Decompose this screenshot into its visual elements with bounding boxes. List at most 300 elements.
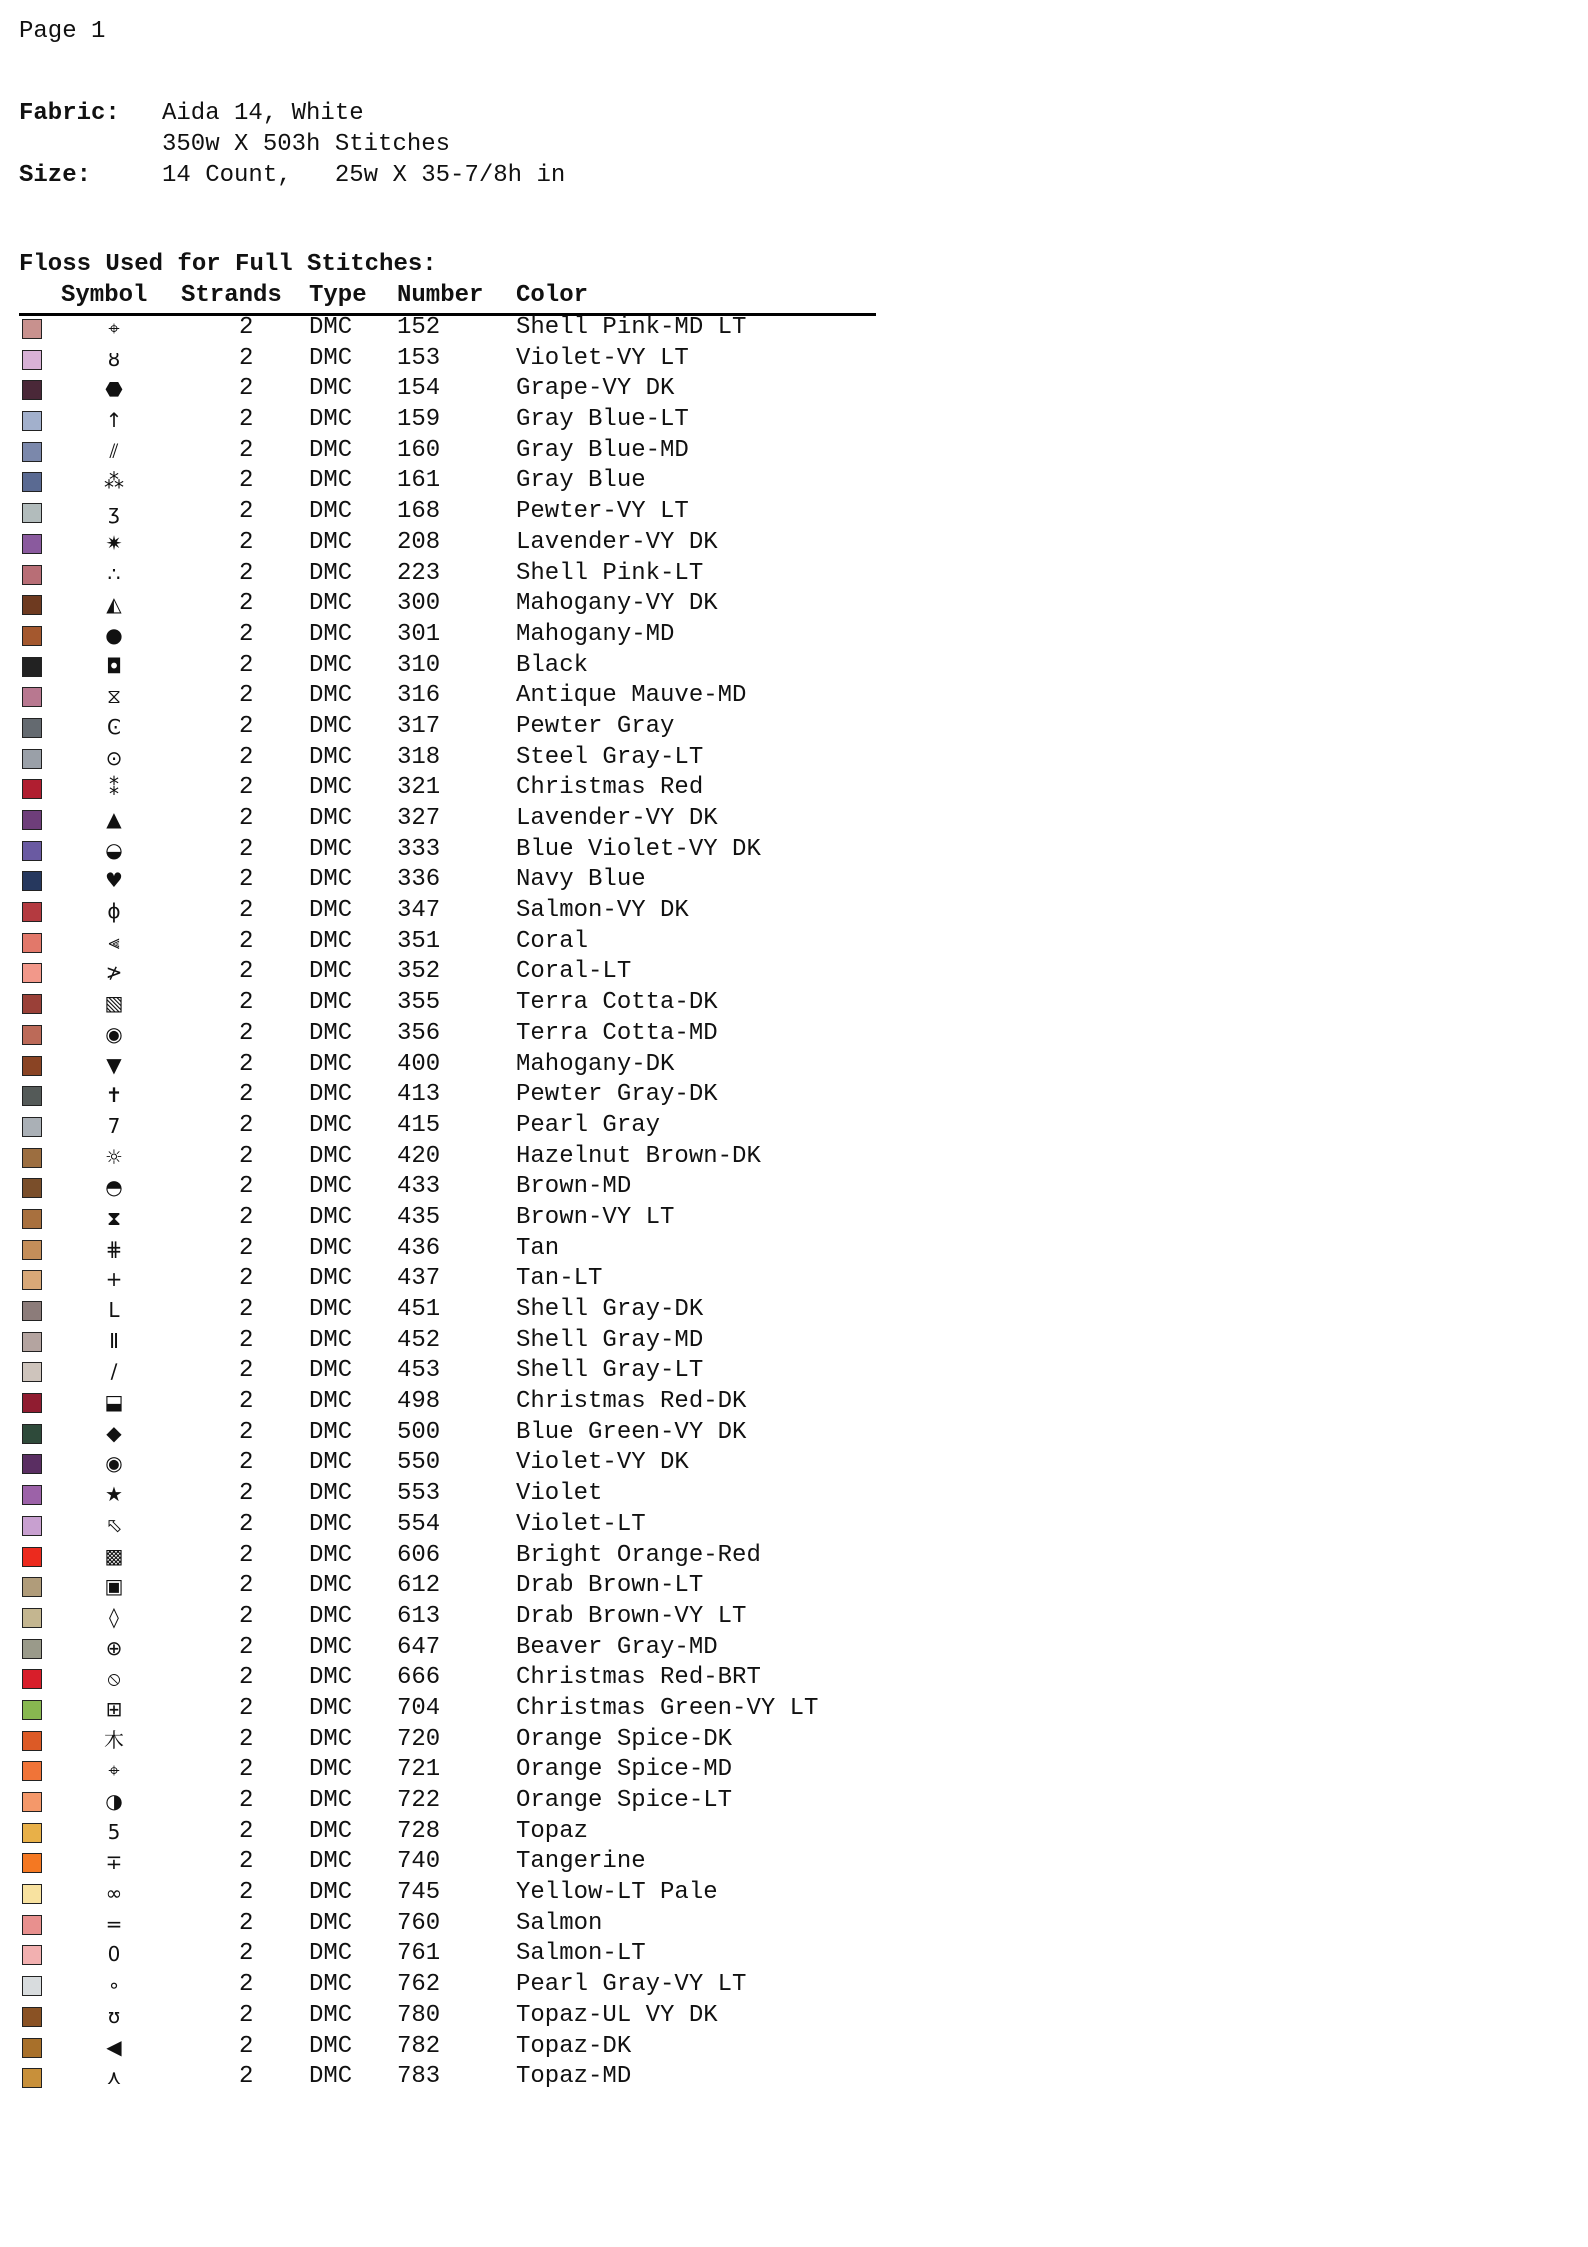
table-row	[19, 466, 919, 497]
color-name-cell: Shell Gray-LT	[516, 1357, 704, 1385]
table-row	[19, 743, 919, 774]
number-cell: 300	[397, 590, 441, 618]
number-cell: 451	[397, 1296, 441, 1323]
color-name-cell: Shell Pink-MD LT	[516, 314, 747, 341]
type-cell: DMC	[309, 1510, 353, 1538]
symbol-glyph: ↑	[105, 408, 123, 433]
color-name-cell: Topaz-MD	[516, 2063, 632, 2091]
type-cell: DMC	[309, 1142, 353, 1170]
color-swatch	[22, 687, 42, 707]
symbol-glyph: ⧖	[106, 684, 122, 709]
color-swatch	[22, 1301, 42, 1321]
number-cell: 223	[397, 559, 441, 587]
table-row	[19, 1479, 919, 1510]
number-cell: 606	[397, 1541, 441, 1569]
strands-cell: 2	[239, 1756, 254, 1784]
color-swatch	[22, 1700, 42, 1720]
header-number: Number	[397, 282, 484, 309]
color-name-cell: Bright Orange-Red	[516, 1541, 761, 1569]
strands-cell: 2	[239, 1203, 254, 1231]
color-swatch	[22, 1393, 42, 1413]
symbol-glyph: ⫽	[109, 438, 119, 463]
table-row	[19, 1571, 919, 1602]
color-name-cell: Tan	[516, 1234, 560, 1262]
color-swatch	[22, 350, 42, 370]
type-cell: DMC	[309, 989, 353, 1017]
type-cell: DMC	[309, 1203, 353, 1231]
symbol-glyph: ⬁	[105, 1512, 123, 1537]
type-cell: DMC	[309, 927, 353, 955]
color-swatch	[22, 1209, 42, 1229]
number-cell: 321	[397, 774, 441, 802]
symbol-glyph: ⌖	[108, 316, 120, 340]
number-cell: 783	[397, 2063, 441, 2091]
strands-cell: 2	[239, 1909, 254, 1937]
color-name-cell: Pearl Gray	[516, 1111, 661, 1139]
symbol-glyph: 5	[107, 1819, 121, 1844]
table-row	[19, 1356, 919, 1387]
type-cell: DMC	[309, 498, 353, 526]
color-swatch	[22, 994, 42, 1014]
table-row	[19, 436, 919, 467]
type-cell: DMC	[309, 467, 353, 495]
number-cell: 720	[397, 1725, 441, 1753]
header-type: Type	[309, 282, 367, 309]
table-row	[19, 1203, 919, 1234]
color-swatch	[22, 1976, 42, 1996]
number-cell: 436	[397, 1234, 441, 1262]
strands-cell: 2	[239, 344, 254, 372]
strands-cell: 2	[239, 1787, 254, 1814]
table-row	[19, 712, 919, 743]
color-name-cell: Violet-VY DK	[516, 1449, 689, 1477]
color-name-cell: Shell Gray-MD	[516, 1326, 704, 1354]
color-name-cell: Drab Brown-LT	[516, 1572, 704, 1600]
type-cell: DMC	[309, 1694, 353, 1722]
strands-cell: 2	[239, 897, 254, 925]
table-row	[19, 773, 919, 804]
type-cell: DMC	[309, 2032, 353, 2060]
color-swatch	[22, 1117, 42, 1137]
color-name-cell: Shell Gray-DK	[516, 1296, 704, 1323]
table-row	[19, 681, 919, 712]
symbol-glyph: ◉	[105, 1021, 123, 1046]
color-swatch	[22, 411, 42, 431]
color-swatch	[22, 595, 42, 615]
table-row	[19, 1878, 919, 1909]
number-cell: 452	[397, 1326, 441, 1354]
strands-cell: 2	[239, 1296, 254, 1323]
color-name-cell: Mahogany-DK	[516, 1050, 675, 1078]
symbol-glyph: ⫷	[108, 929, 120, 954]
color-swatch	[22, 534, 42, 554]
strands-cell: 2	[239, 1142, 254, 1170]
color-name-cell: Yellow-LT Pale	[516, 1879, 718, 1907]
color-name-cell: Navy Blue	[516, 866, 646, 894]
color-swatch	[22, 1270, 42, 1290]
number-cell: 159	[397, 406, 441, 434]
color-name-cell: Salmon-VY DK	[516, 897, 689, 925]
type-cell: DMC	[309, 805, 353, 832]
number-cell: 352	[397, 958, 441, 986]
symbol-glyph: ⬓	[104, 1390, 124, 1415]
color-name-cell: Salmon-LT	[516, 1940, 646, 1968]
number-cell: 355	[397, 989, 441, 1017]
fabric-value: Aida 14, White	[162, 100, 364, 127]
type-cell: DMC	[309, 1173, 353, 1201]
table-row	[19, 1448, 919, 1479]
number-cell: 413	[397, 1081, 441, 1109]
color-name-cell: Salmon	[516, 1909, 603, 1937]
strands-cell: 2	[239, 1879, 254, 1907]
symbol-glyph: ◉	[105, 1451, 123, 1476]
table-row	[19, 1909, 919, 1940]
type-cell: DMC	[309, 1664, 353, 1692]
number-cell: 420	[397, 1142, 441, 1170]
table-row	[19, 1295, 919, 1326]
table-row	[19, 896, 919, 927]
color-swatch	[22, 1424, 42, 1444]
type-cell: DMC	[309, 2063, 353, 2091]
color-name-cell: Steel Gray-LT	[516, 743, 704, 771]
color-name-cell: Shell Pink-LT	[516, 559, 704, 587]
color-name-cell: Tan-LT	[516, 1265, 603, 1293]
table-row	[19, 528, 919, 559]
table-row	[19, 1817, 919, 1848]
type-cell: DMC	[309, 314, 353, 341]
symbol-glyph: L	[108, 1298, 120, 1322]
table-row	[19, 1786, 919, 1817]
color-name-cell: Blue Violet-VY DK	[516, 835, 761, 863]
table-row	[19, 313, 919, 344]
symbol-glyph: ▧	[104, 991, 124, 1016]
number-cell: 317	[397, 712, 441, 740]
symbol-glyph: ∘	[107, 1973, 121, 1998]
table-row	[19, 589, 919, 620]
strands-cell: 2	[239, 805, 254, 832]
strands-cell: 2	[239, 1572, 254, 1600]
type-cell: DMC	[309, 1817, 353, 1845]
strands-cell: 2	[239, 712, 254, 740]
type-cell: DMC	[309, 651, 353, 679]
table-row	[19, 1172, 919, 1203]
table-row	[19, 957, 919, 988]
number-cell: 415	[397, 1111, 441, 1139]
strands-cell: 2	[239, 590, 254, 618]
color-name-cell: Orange Spice-MD	[516, 1756, 733, 1784]
strands-cell: 2	[239, 1602, 254, 1630]
symbol-glyph: ◭	[106, 592, 122, 617]
color-swatch	[22, 1362, 42, 1382]
symbol-glyph: ⊕	[105, 1635, 123, 1660]
header-symbol: Symbol	[61, 282, 148, 309]
symbol-glyph: ⦸	[107, 1666, 121, 1691]
strands-cell: 2	[239, 1664, 254, 1692]
strands-cell: 2	[239, 467, 254, 495]
strands-cell: 2	[239, 406, 254, 434]
table-row	[19, 1387, 919, 1418]
number-cell: 745	[397, 1879, 441, 1907]
type-cell: DMC	[309, 1388, 353, 1416]
symbol-glyph: ▩	[104, 1543, 124, 1568]
size-value: 14 Count, 25w X 35-7/8h in	[162, 162, 566, 189]
number-cell: 613	[397, 1602, 441, 1630]
type-cell: DMC	[309, 620, 353, 648]
color-swatch	[22, 1178, 42, 1198]
color-swatch	[22, 841, 42, 861]
symbol-glyph: ▼	[106, 1052, 122, 1077]
color-name-cell: Beaver Gray-MD	[516, 1633, 718, 1661]
strands-cell: 2	[239, 1326, 254, 1354]
strands-cell: 2	[239, 528, 254, 556]
color-swatch	[22, 1516, 42, 1536]
symbol-glyph: +	[105, 1267, 123, 1292]
table-row	[19, 1111, 919, 1142]
type-cell: DMC	[309, 1480, 353, 1508]
number-cell: 722	[397, 1787, 441, 1814]
table-row	[19, 804, 919, 835]
color-swatch	[22, 1945, 42, 1965]
number-cell: 168	[397, 498, 441, 526]
number-cell: 721	[397, 1756, 441, 1784]
number-cell: 647	[397, 1633, 441, 1661]
number-cell: 437	[397, 1265, 441, 1293]
symbol-glyph: ʒ	[108, 500, 120, 525]
table-row	[19, 1694, 919, 1725]
symbol-glyph: ⊞	[105, 1696, 123, 1721]
color-swatch	[22, 2007, 42, 2027]
number-cell: 356	[397, 1019, 441, 1047]
symbol-glyph: 7	[107, 1113, 121, 1138]
number-cell: 333	[397, 835, 441, 863]
strands-cell: 2	[239, 835, 254, 863]
header-color: Color	[516, 282, 589, 309]
color-name-cell: Violet-LT	[516, 1510, 646, 1538]
type-cell: DMC	[309, 682, 353, 710]
type-cell: DMC	[309, 1541, 353, 1569]
number-cell: 351	[397, 927, 441, 955]
color-name-cell: Pewter-VY LT	[516, 498, 689, 526]
color-name-cell: Brown-MD	[516, 1173, 632, 1201]
number-cell: 704	[397, 1694, 441, 1722]
symbol-glyph: ★	[105, 1482, 123, 1507]
number-cell: 208	[397, 528, 441, 556]
color-swatch	[22, 1792, 42, 1812]
strands-cell: 2	[239, 1633, 254, 1661]
color-name-cell: Tangerine	[516, 1848, 646, 1876]
color-name-cell: Mahogany-VY DK	[516, 590, 718, 618]
symbol-glyph: ◊	[109, 1604, 119, 1629]
table-row	[19, 1725, 919, 1756]
type-cell: DMC	[309, 1111, 353, 1139]
symbol-glyph: ⊙	[105, 745, 123, 770]
fabric-row	[19, 98, 565, 129]
fabric-label: Fabric:	[19, 100, 120, 127]
table-row	[19, 2032, 919, 2063]
color-name-cell: Gray Blue-MD	[516, 436, 689, 464]
strands-cell: 2	[239, 1357, 254, 1385]
symbol-glyph: ⋏	[106, 2065, 122, 2090]
color-name-cell: Mahogany-MD	[516, 620, 675, 648]
strands-cell: 2	[239, 682, 254, 710]
type-cell: DMC	[309, 559, 353, 587]
color-swatch	[22, 1485, 42, 1505]
type-cell: DMC	[309, 1756, 353, 1784]
color-name-cell: Christmas Red	[516, 774, 704, 802]
symbol-glyph: ◓	[105, 1175, 123, 1200]
color-swatch	[22, 1884, 42, 1904]
type-cell: DMC	[309, 897, 353, 925]
color-swatch	[22, 871, 42, 891]
strands-cell: 2	[239, 774, 254, 802]
type-cell: DMC	[309, 866, 353, 894]
table-row	[19, 1234, 919, 1265]
color-swatch	[22, 565, 42, 585]
symbol-glyph: ʊ	[107, 2003, 121, 2028]
color-name-cell: Gray Blue-LT	[516, 406, 689, 434]
color-swatch	[22, 380, 42, 400]
symbol-glyph: ϕ	[107, 899, 121, 924]
color-name-cell: Terra Cotta-DK	[516, 989, 718, 1017]
number-cell: 316	[397, 682, 441, 710]
symbol-glyph: ●	[105, 622, 123, 647]
symbol-glyph: ⬣	[105, 377, 123, 402]
table-row	[19, 1418, 919, 1449]
symbol-glyph: ⌖	[108, 1758, 120, 1783]
table-row	[19, 835, 919, 866]
strands-cell: 2	[239, 2001, 254, 2029]
color-swatch	[22, 657, 42, 677]
strands-cell: 2	[239, 1848, 254, 1876]
symbol-glyph: ⋕	[105, 1236, 123, 1261]
strands-cell: 2	[239, 1173, 254, 1201]
strands-cell: 2	[239, 1510, 254, 1538]
strands-cell: 2	[239, 1449, 254, 1477]
color-name-cell: Orange Spice-LT	[516, 1787, 733, 1814]
table-row	[19, 497, 919, 528]
symbol-glyph: =	[105, 1911, 123, 1936]
strands-cell: 2	[239, 958, 254, 986]
type-cell: DMC	[309, 375, 353, 403]
table-row	[19, 1633, 919, 1664]
table-row	[19, 344, 919, 375]
symbol-glyph: ∞	[105, 1881, 123, 1906]
type-cell: DMC	[309, 1572, 353, 1600]
number-cell: 154	[397, 375, 441, 403]
table-row	[19, 2062, 919, 2093]
color-swatch	[22, 718, 42, 738]
color-name-cell: Violet	[516, 1480, 603, 1508]
table-row	[19, 2001, 919, 2032]
type-cell: DMC	[309, 1081, 353, 1109]
strands-cell: 2	[239, 743, 254, 771]
strands-cell: 2	[239, 436, 254, 464]
strands-cell: 2	[239, 1940, 254, 1968]
symbol-glyph: ▲	[106, 807, 122, 831]
table-row	[19, 1847, 919, 1878]
type-cell: DMC	[309, 1940, 353, 1968]
color-name-cell: Coral	[516, 927, 589, 955]
type-cell: DMC	[309, 1909, 353, 1937]
table-row	[19, 1326, 919, 1357]
color-name-cell: Topaz-DK	[516, 2032, 632, 2060]
color-name-cell: Lavender-VY DK	[516, 528, 718, 556]
number-cell: 400	[397, 1050, 441, 1078]
color-swatch	[22, 810, 42, 830]
number-cell: 553	[397, 1480, 441, 1508]
symbol-glyph: ◑	[105, 1789, 123, 1813]
symbol-glyph: 0	[107, 1942, 121, 1967]
table-row	[19, 1050, 919, 1081]
strands-cell: 2	[239, 1694, 254, 1722]
symbol-glyph: ∕	[110, 1359, 118, 1384]
table-row	[19, 1264, 919, 1295]
type-cell: DMC	[309, 1971, 353, 1999]
number-cell: 740	[397, 1848, 441, 1876]
fabric-info	[19, 98, 565, 191]
type-cell: DMC	[309, 1848, 353, 1876]
size-label: Size:	[19, 162, 92, 189]
type-cell: DMC	[309, 1418, 353, 1446]
type-cell: DMC	[309, 1879, 353, 1907]
symbol-glyph: ∴	[107, 561, 121, 586]
symbol-glyph: ⁂	[104, 469, 124, 494]
color-name-cell: Coral-LT	[516, 958, 632, 986]
type-cell: DMC	[309, 1234, 353, 1262]
color-swatch	[22, 963, 42, 983]
symbol-glyph: ≯	[105, 960, 123, 985]
symbol-glyph: Ⅱ	[109, 1328, 119, 1353]
table-row	[19, 620, 919, 651]
symbol-glyph: ♥	[105, 868, 123, 893]
number-cell: 782	[397, 2032, 441, 2060]
page-label: Page 1	[19, 18, 106, 45]
section-title: Floss Used for Full Stitches:	[19, 251, 437, 278]
color-swatch	[22, 1823, 42, 1843]
size-row	[19, 160, 565, 191]
number-cell: 301	[397, 620, 441, 648]
color-swatch	[22, 2038, 42, 2058]
strands-cell: 2	[239, 620, 254, 648]
type-cell: DMC	[309, 743, 353, 771]
type-cell: DMC	[309, 590, 353, 618]
type-cell: DMC	[309, 1633, 353, 1661]
color-name-cell: Topaz	[516, 1817, 589, 1845]
color-swatch	[22, 1240, 42, 1260]
color-name-cell: Terra Cotta-MD	[516, 1019, 718, 1047]
table-row	[19, 1080, 919, 1111]
strands-cell: 2	[239, 866, 254, 894]
color-swatch	[22, 1547, 42, 1567]
number-cell: 550	[397, 1449, 441, 1477]
symbol-glyph: ∓	[105, 1850, 123, 1875]
strands-cell: 2	[239, 1081, 254, 1109]
table-row	[19, 1970, 919, 2001]
symbol-glyph: ✷	[105, 530, 123, 555]
number-cell: 453	[397, 1357, 441, 1385]
color-name-cell: Violet-VY LT	[516, 344, 689, 372]
color-name-cell: Pewter Gray	[516, 712, 675, 740]
color-swatch	[22, 779, 42, 799]
color-swatch	[22, 749, 42, 769]
number-cell: 433	[397, 1173, 441, 1201]
number-cell: 554	[397, 1510, 441, 1538]
strands-cell: 2	[239, 927, 254, 955]
table-row	[19, 374, 919, 405]
type-cell: DMC	[309, 436, 353, 464]
color-swatch	[22, 1669, 42, 1689]
color-swatch	[22, 1056, 42, 1076]
